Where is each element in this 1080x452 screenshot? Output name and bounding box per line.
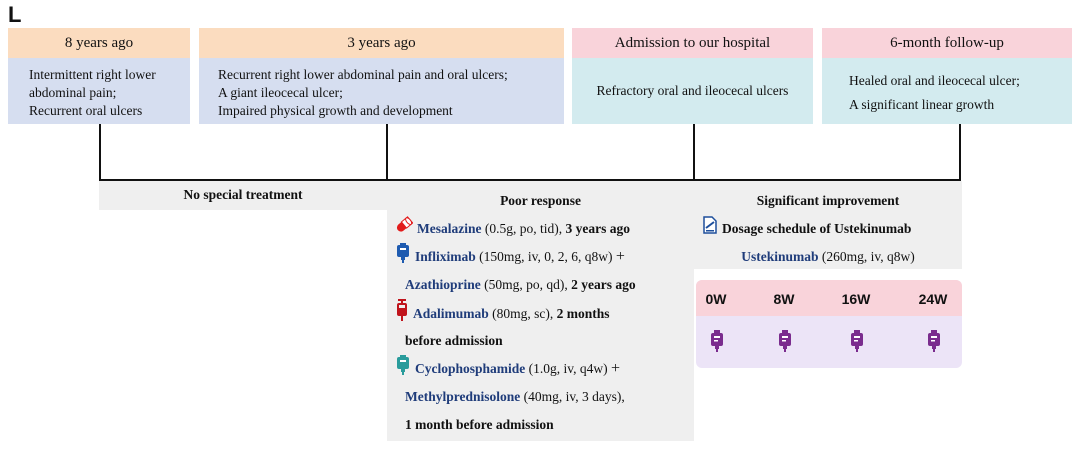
infusion-bag-icon	[777, 330, 793, 357]
drug-name: Infliximab	[415, 249, 476, 265]
mesalazine-row	[395, 215, 630, 244]
description-8-years-ago	[8, 58, 190, 124]
connector-line	[693, 124, 695, 180]
connector-line	[959, 124, 961, 180]
drug-timing: 2 months	[556, 306, 610, 322]
week-label: 8W	[773, 291, 795, 307]
ustekinumab-row	[694, 243, 962, 271]
week-label: 0W	[705, 291, 727, 307]
no-special-treatment-box	[99, 181, 387, 210]
significant-improvement-title: Significant improvement	[756, 193, 900, 208]
description-line: Recurrent oral ulcers	[29, 103, 143, 118]
connector-line	[386, 124, 388, 180]
drug-name: Mesalazine	[417, 221, 482, 236]
header-6-month-follow-up: 6-month follow-up	[822, 28, 1072, 58]
no-special-treatment-title: No special treatment	[183, 187, 303, 202]
description-line: Impaired physical growth and development	[218, 103, 453, 118]
drug-timing: 3 years ago	[565, 221, 630, 236]
dosage-schedule-label: Dosage schedule of Ustekinumab	[722, 221, 912, 236]
drug-dose: (50mg, po, qd),	[480, 277, 572, 292]
description-line: Intermittent right lower	[29, 67, 156, 82]
schedule-document-icon	[702, 216, 718, 244]
infusion-bag-icon	[395, 355, 411, 385]
poor-response-box	[387, 181, 694, 441]
plus-sign: +	[611, 360, 621, 378]
week-label: 16W	[841, 291, 871, 307]
drug-name: Ustekinumab	[741, 249, 819, 264]
infusion-bag-icon	[395, 243, 411, 273]
drug-name: Methylprednisolone	[405, 389, 521, 404]
adalimumab-timing-cont: before admission	[405, 333, 503, 348]
drug-name: Cyclophosphamide	[415, 361, 526, 377]
header-admission: Admission to our hospital	[572, 28, 813, 58]
connector-line	[99, 124, 101, 180]
panel-letter: L	[8, 2, 22, 27]
drug-dose: (0.5g, po, tid),	[481, 221, 566, 236]
drug-dose: (80mg, sc),	[488, 306, 557, 322]
drug-timing: 2 years ago	[571, 277, 636, 292]
methylprednisolone-timing: 1 month before admission	[405, 417, 554, 432]
methylprednisolone-row	[405, 383, 625, 411]
infliximab-row	[395, 243, 625, 273]
drug-name: Azathioprine	[405, 277, 481, 292]
poor-response-title: Poor response	[500, 193, 581, 208]
header-8-years-ago: 8 years ago	[8, 28, 190, 58]
significant-improvement-box	[694, 181, 962, 269]
description-line: A giant ileocecal ulcer;	[218, 85, 343, 100]
week-label: 24W	[918, 291, 948, 307]
description-line: A significant linear growth	[849, 97, 995, 112]
drug-dose: (260mg, iv, q8w)	[818, 249, 915, 264]
header-3-years-ago: 3 years ago	[199, 28, 564, 58]
week-schedule	[696, 280, 962, 368]
description-line: Refractory oral and ileocecal ulcers	[596, 83, 789, 98]
capsule-icon	[395, 216, 413, 244]
infusion-bag-icon	[849, 330, 865, 357]
dosage-schedule-row	[702, 215, 911, 244]
description-line: Recurrent right lower abdominal pain and oral ulcers;	[218, 67, 508, 82]
drug-dose: (1.0g, iv, q4w)	[525, 361, 612, 377]
infusion-bag-icon	[709, 330, 725, 357]
infusion-bag-icon	[926, 330, 942, 357]
description-line: Healed oral and ileocecal ulcer;	[849, 73, 1020, 88]
description-line: abdominal pain;	[29, 85, 117, 100]
drug-dose: (150mg, iv, 0, 2, 6, q8w)	[475, 249, 616, 265]
description-3-years-ago	[199, 58, 564, 124]
plus-sign: +	[615, 248, 625, 266]
description-admission	[572, 58, 813, 124]
azathioprine-row	[405, 271, 636, 299]
drug-name: Adalimumab	[413, 306, 489, 322]
cyclophosphamide-row	[395, 355, 620, 385]
description-6-month-follow-up	[822, 58, 1072, 124]
drug-dose: (40mg, iv, 3 days),	[520, 389, 625, 404]
